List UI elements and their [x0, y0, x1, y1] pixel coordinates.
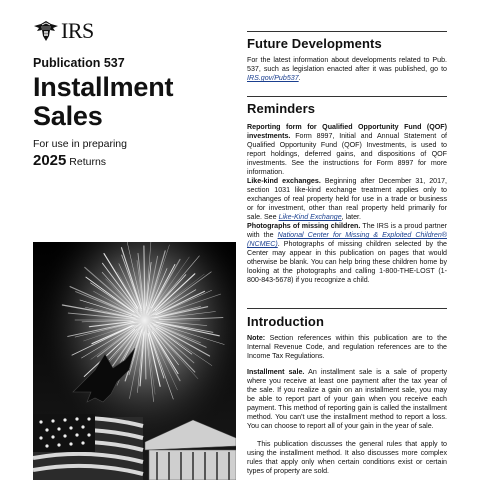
- pub537-link[interactable]: IRS.gov/Pub537: [247, 74, 299, 82]
- year-line: [33, 153, 106, 170]
- like-kind-exchange-link[interactable]: Like-Kind Exchange: [278, 213, 342, 221]
- publication-number: Publication 537: [33, 56, 125, 70]
- introduction-heading: Introduction: [247, 314, 325, 329]
- intro-note: Note: Section references within this publication are to the Internal Revenue Code, and regulation references are to the Income Tax Regulations.: [247, 334, 447, 360]
- like-kind-title: Like-kind exchanges.: [247, 177, 321, 185]
- missing-children-reminder: Photographs of missing children. The IRS is a proud partner with the National Center for Missing & Exploited Children® (NCMEC). Photographs of missing children selected by the Center may appear in this publication on pages that would otherwise be blank. You can help bring these children home by looking at the photographs and calling 1-800-THE-LOST (1-800-843-5678) if you recognize a child.: [247, 222, 447, 284]
- eagle-logo-icon: [33, 20, 59, 42]
- section-rule: [247, 308, 447, 309]
- cover-image: [33, 242, 236, 480]
- content-column: [247, 0, 447, 480]
- irs-logo: [33, 20, 94, 42]
- installment-sale-paragraph: Installment sale. An installment sale is a sale of property where you receive at least one payment after the tax year of the sale. If you realize a gain on an installment sale, you may be able to report part of your gain when you receive each payment. This method of reporting gain is called the installment method. You can't use the installment method to report a loss. You can choose to report all of your gain in the year of sale.: [247, 368, 447, 430]
- future-developments-text: For the latest information about developments related to Pub. 537, such as legislation enacted after it was published, go to IRS.gov/Pub537.: [247, 56, 447, 82]
- cover-column: [0, 0, 236, 480]
- section-rule: [247, 31, 447, 32]
- tax-year: 2025: [33, 152, 67, 169]
- fireworks-flag-image: [33, 242, 236, 480]
- like-kind-reminder: Like-kind exchanges. Beginning after December 31, 2017, section 1031 like-kind exchange treatment applies only to exchanges of real property held for use in a trade or business or for investment, other than real property held primarily for sale. See Like-Kind Exchange, later.: [247, 177, 447, 221]
- qof-reminder: Reporting form for Qualified Opportunity Fund (QOF) investments. Form 8997, Initial and Annual Statement of Qualified Opportunity Fund (QOF) Investments, is used to report holdings, deferred gains, and dispositions of QOF investments. See the instructions for Form 8997 for more information.: [247, 123, 447, 176]
- section-rule: [247, 96, 447, 97]
- ncmec-link[interactable]: National Center for Missing & Exploited Children® (NCMEC): [247, 231, 447, 248]
- logo-text: IRS: [61, 18, 94, 43]
- qof-reminder-title: Reporting form for Qualified Opportunity Fund (QOF) investments.: [247, 123, 447, 140]
- title-line-1: Installment: [33, 72, 174, 102]
- subtitle: For use in preparing: [33, 138, 127, 150]
- reminders-heading: Reminders: [247, 101, 316, 116]
- discussion-paragraph: This publication discusses the general rules that apply to using the installment method. It also discusses more complex rules that apply only when certain conditions exist or certain types of property are sold.: [247, 440, 447, 475]
- note-label: Note:: [247, 334, 266, 342]
- returns-label: Returns: [69, 156, 107, 168]
- page-title: [33, 73, 173, 131]
- installment-sale-title: Installment sale.: [247, 368, 305, 376]
- title-line-2: Sales: [33, 101, 103, 131]
- missing-children-title: Photographs of missing children.: [247, 222, 361, 230]
- future-developments-heading: Future Developments: [247, 36, 382, 51]
